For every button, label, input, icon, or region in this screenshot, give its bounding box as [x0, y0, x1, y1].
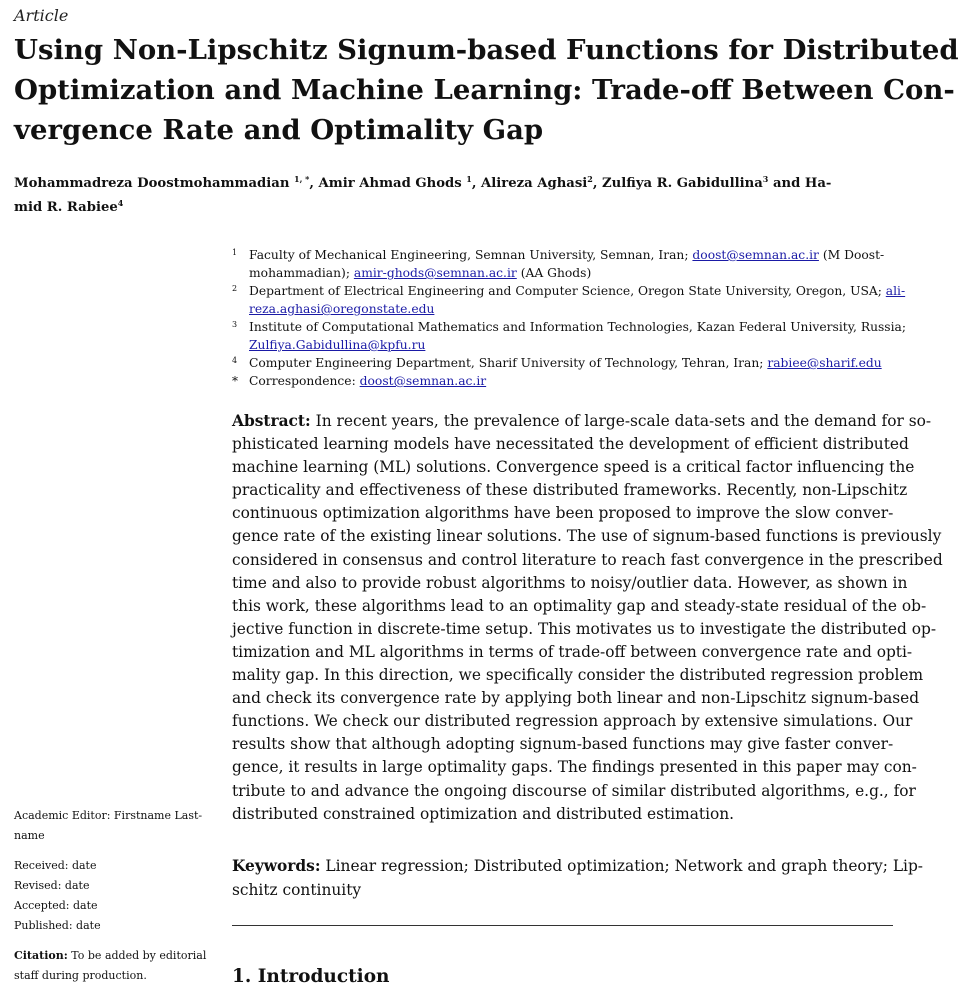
sidebar-line: name — [14, 829, 45, 842]
affiliation-number: 1 — [232, 248, 238, 257]
affiliation-list — [232, 246, 907, 390]
keywords — [232, 854, 924, 902]
affiliation-line — [249, 282, 906, 300]
affiliation-line — [249, 336, 872, 354]
abstract-line: considered in consensus and control literature to reach fast convergence in the prescribed — [232, 550, 943, 569]
abstract-line: tribute to and advance the ongoing discourse of similar distributed algorithms, e.g., for — [232, 781, 916, 800]
citation-note — [14, 946, 214, 986]
email-link[interactable]: doost@semnan.ac.ir — [359, 374, 487, 388]
affiliation-line: Institute of Computational Mathematics and Information Technologies, Kazan Federal University, Russia; — [249, 320, 907, 334]
keywords-line — [232, 854, 924, 878]
affiliation-text: (M Doost- — [818, 248, 885, 262]
author-affiliation-mark: 1, * — [294, 174, 310, 184]
affiliation-text: Department of Electrical Engineering and Computer Science, Oregon State University, Oregon, USA; — [249, 284, 886, 298]
paper-title — [14, 30, 959, 150]
sidebar-line: Academic Editor: Firstname Last- — [14, 809, 203, 822]
sidebar-line — [14, 946, 214, 966]
abstract-line: continuous optimization algorithms have been proposed to improve the slow conver- — [232, 504, 894, 523]
affiliation-text: (AA Ghods) — [516, 266, 592, 280]
affiliation-number: 3 — [232, 320, 238, 329]
academic-editor-note — [14, 806, 214, 846]
abstract-line: phisticated learning models have necessitated the development of efficient distributed — [232, 435, 909, 454]
author-name: Mohammadreza Doostmohammadian — [14, 176, 294, 191]
affiliation-4 — [232, 354, 882, 372]
author-name: , Zulfiya R. Gabidullina — [592, 176, 763, 191]
email-link[interactable]: rabiee@sharif.edu — [767, 356, 882, 370]
published-date: Published: date — [14, 919, 101, 932]
affiliation-text: Correspondence: — [249, 374, 360, 388]
author-affiliation-mark: 3 — [762, 174, 769, 184]
author-name: , Alireza Aghasi — [471, 176, 588, 191]
email-link[interactable]: doost@semnan.ac.ir — [692, 248, 819, 262]
abstract-line: mality gap. In this direction, we specifically consider the distributed regression problem — [232, 666, 924, 685]
abstract-line: functions. We check our distributed regression approach by extensive simulations. Our — [232, 712, 913, 731]
section-heading: 1. Introduction — [232, 966, 390, 987]
affiliation-line — [249, 300, 872, 318]
email-link[interactable]: amir-ghods@semnan.ac.ir — [353, 266, 517, 280]
abstract-line: machine learning (ML) solutions. Convergence speed is a critical factor influencing the — [232, 458, 915, 477]
email-link[interactable]: ali- — [885, 284, 906, 298]
accepted-date: Accepted: date — [14, 899, 98, 912]
section-divider — [232, 925, 893, 926]
abstract-line: gence rate of the existing linear solutions. The use of signum-based functions is previously — [232, 527, 942, 546]
abstract-line: timization and ML algorithms in terms of trade-off between convergence rate and opti- — [232, 642, 913, 661]
affiliation-text: Faculty of Mechanical Engineering, Semnan University, Semnan, Iran; — [249, 248, 693, 262]
keywords-text: Linear regression; Distributed optimization; Network and graph theory; Lip- — [320, 857, 924, 875]
correspondence — [232, 372, 872, 390]
citation-label: Citation: — [14, 949, 68, 962]
abstract-line: results show that although adopting signum-based functions may give faster conver- — [232, 735, 894, 754]
revised-date: Revised: date — [14, 879, 90, 892]
publication-dates — [14, 856, 214, 936]
title-line: vergence Rate and Optimality Gap — [14, 114, 544, 146]
abstract-line: distributed constrained optimization and distributed estimation. — [232, 804, 735, 823]
author-name: mid R. Rabiee — [14, 200, 118, 215]
affiliation-number: 2 — [232, 284, 238, 293]
article-type-label: Article — [14, 6, 69, 25]
author-line — [14, 172, 889, 196]
author-affiliation-mark: 1 — [466, 174, 472, 184]
abstract-line: time and also to provide robust algorithms to noisy/outlier data. However, as shown in — [232, 573, 908, 592]
author-list — [14, 172, 889, 220]
title-line: Optimization and Machine Learning: Trade-off Between Con- — [14, 74, 955, 106]
abstract-line: practicality and effectiveness of these distributed frameworks. Recently, non-Lipschitz — [232, 481, 908, 500]
abstract-text: In recent years, the prevalence of large-scale data-sets and the demand for so- — [310, 412, 932, 430]
title-line: Using Non-Lipschitz Signum-based Functions for Distributed — [14, 34, 959, 66]
affiliation-line — [249, 246, 885, 264]
affiliation-line — [249, 372, 872, 390]
author-affiliation-mark: 2 — [587, 174, 593, 184]
affiliation-2 — [232, 282, 906, 318]
citation-text: To be added by editorial — [67, 949, 207, 962]
keywords-line: schitz continuity — [232, 881, 362, 899]
affiliation-number: 4 — [232, 356, 238, 365]
author-name: and Ha- — [768, 176, 832, 191]
abstract-line: jective function in discrete-time setup. This motivates us to investigate the distributed op- — [232, 619, 937, 638]
email-link[interactable]: Zulfiya.Gabidullina@kpfu.ru — [249, 338, 426, 352]
author-line — [14, 196, 889, 220]
author-affiliation-mark: 4 — [117, 198, 124, 208]
abstract-line: gence, it results in large optimality gaps. The findings presented in this paper may con- — [232, 758, 917, 777]
abstract-line: and check its convergence rate by applying both linear and non-Lipschitz signum-based — [232, 689, 920, 708]
abstract — [232, 410, 943, 826]
affiliation-text: mohammadian); — [249, 266, 354, 280]
abstract-line: this work, these algorithms lead to an optimality gap and steady-state residual of the ob- — [232, 596, 927, 615]
received-date: Received: date — [14, 859, 97, 872]
sidebar-line: staff during production. — [14, 969, 147, 982]
affiliation-line — [249, 354, 882, 372]
abstract-label: Abstract: — [232, 412, 311, 430]
author-name: , Amir Ahmad Ghods — [309, 176, 467, 191]
affiliation-1 — [232, 246, 885, 282]
email-link[interactable]: reza.aghasi@oregonstate.edu — [249, 302, 435, 316]
abstract-line — [232, 410, 932, 433]
affiliation-text: Computer Engineering Department, Sharif University of Technology, Tehran, Iran; — [249, 356, 768, 370]
correspondence-mark: * — [232, 374, 238, 388]
keywords-label: Keywords: — [232, 857, 321, 875]
affiliation-line — [249, 264, 872, 282]
affiliation-3 — [232, 318, 907, 354]
